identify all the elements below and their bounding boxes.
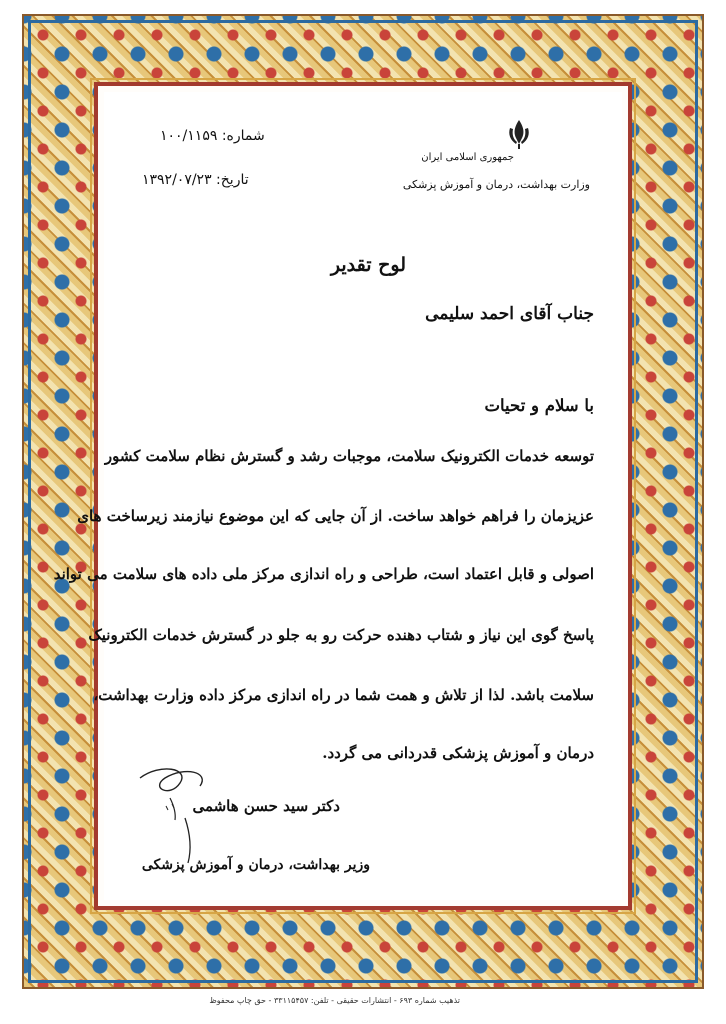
certificate-title: لوح تقدیر <box>330 254 406 276</box>
date-label: تاریخ: <box>216 172 249 188</box>
body-line-5: سلامت باشد. لذا از تلاش و همت شما در راه اندازی مرکز داده وزارت بهداشت، <box>93 686 594 704</box>
number-label: شماره: <box>221 128 265 144</box>
letter-number <box>160 128 265 144</box>
date-value: ۱۳۹۲/۰۷/۲۳ <box>142 172 212 188</box>
iran-emblem-icon <box>504 118 534 150</box>
body-line-4: پاسخ گوی این نیاز و شتاب دهنده حرکت رو به جلو در گسترش خدمات الکترونیک <box>88 626 594 644</box>
body-line-3: اصولی و قابل اعتماد است، طراحی و راه اندازی مرکز ملی داده های سلامت می تواند <box>53 565 594 583</box>
letter-date <box>142 172 249 188</box>
signer-position: وزیر بهداشت، درمان و آموزش پزشکی <box>141 857 370 873</box>
number-value: ۱۰۰/۱۱۵۹ <box>160 128 218 144</box>
ministry-name: وزارت بهداشت، درمان و آموزش پزشکی <box>402 178 590 191</box>
greeting: با سلام و تحیات <box>484 396 594 415</box>
body-line-6: درمان و آموزش پزشکی قدردانی می گردد. <box>322 744 594 762</box>
body-line-2: عزیزمان را فراهم خواهد ساخت. از آن جایی که این موضوع نیازمند زیرساخت های <box>77 507 594 525</box>
addressee: جناب آقای احمد سلیمی <box>425 304 594 324</box>
republic-name: جمهوری اسلامی ایران <box>421 152 514 163</box>
body-line-1: توسعه خدمات الکترونیک سلامت، موجبات رشد و گسترش نظام سلامت کشور <box>104 447 594 465</box>
print-footer: تذهیب شماره ۶۹۳ - انتشارات حقیقی - تلفن: ۳۳۱۱۵۴۵۷ - حق چاپ محفوظ <box>209 996 460 1005</box>
signer-name: دکتر سید حسن هاشمی <box>192 797 340 815</box>
